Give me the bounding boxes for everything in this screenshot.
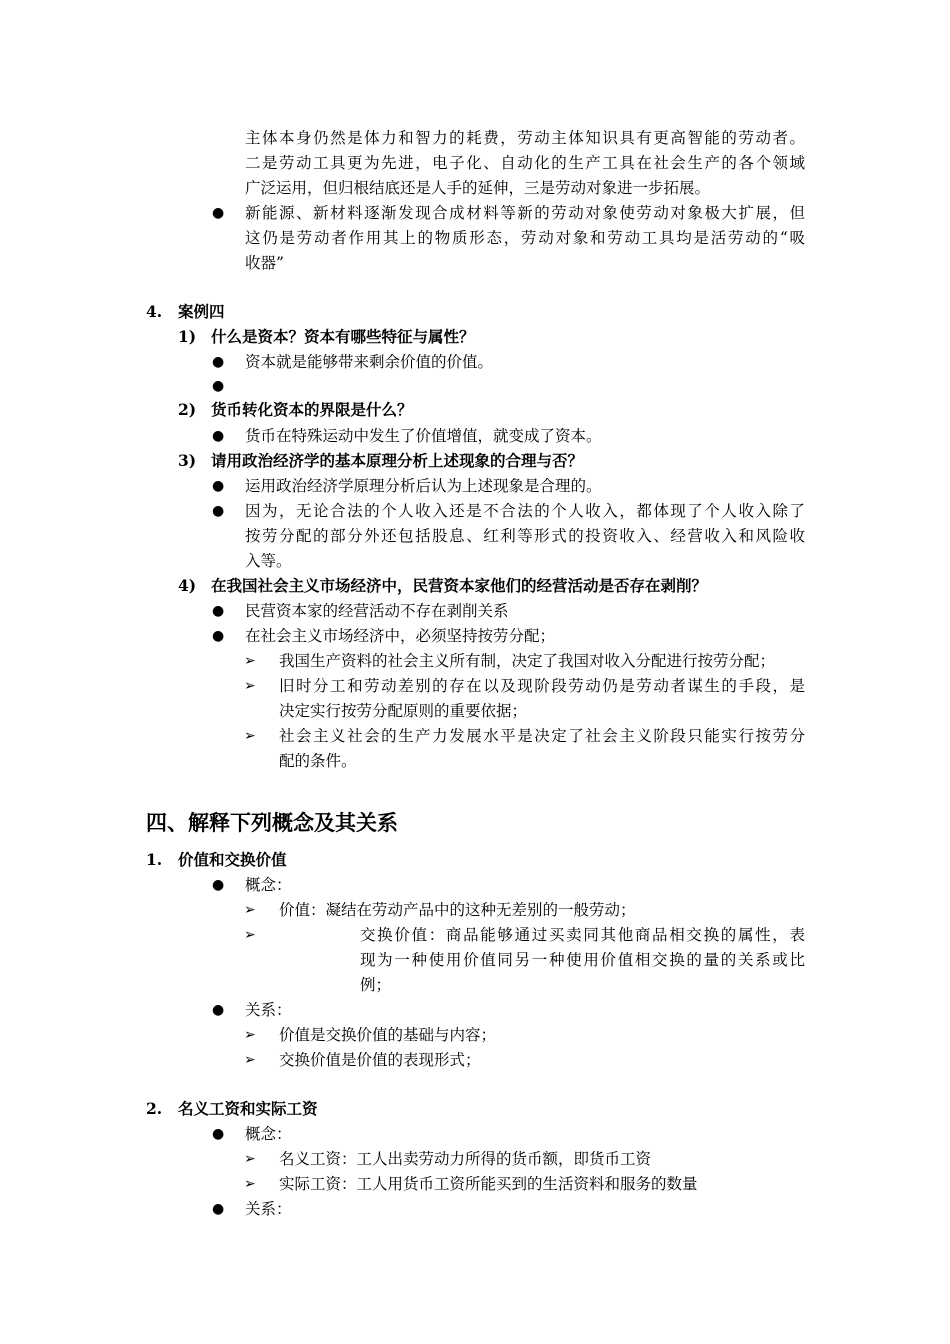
- paragraph-line: 主体本身仍然是体力和智力的耗费，劳动主体知识具有更高智能的劳动者。: [245, 129, 805, 147]
- sub-bullet-text: 名义工资：工人出卖劳动力所得的货币额，即货币工资: [279, 1150, 652, 1168]
- question-number: 4): [178, 576, 197, 595]
- arrow-bullet-icon: ➢: [244, 902, 256, 918]
- item-number: 2.: [146, 1099, 163, 1118]
- sub-bullet-text-line: 现为一种使用价值同另一种使用价值相交换的量的关系或比: [360, 951, 805, 969]
- item-number: 1.: [146, 850, 163, 869]
- item-title: 价值和交换价值: [178, 850, 287, 869]
- bullet-icon: ●: [212, 877, 225, 893]
- item-title: 名义工资和实际工资: [178, 1099, 318, 1118]
- case-number: 4.: [146, 302, 163, 321]
- arrow-bullet-icon: ➢: [244, 728, 256, 744]
- question-number: 3): [178, 451, 197, 470]
- bullet-icon: ●: [212, 354, 225, 370]
- bullet-icon: ●: [212, 428, 225, 444]
- section-heading: 四、解释下列概念及其关系: [146, 811, 398, 835]
- concept-label: 概念：: [245, 1125, 292, 1143]
- paragraph-line: 广泛运用，但归根结底还是人手的延伸，三是劳动对象进一步拓展。: [245, 179, 711, 197]
- bullet-text-line: 按劳分配的部分外还包括股息、红利等形式的投资收入、经营收入和风险收: [245, 527, 805, 545]
- bullet-text: 运用政治经济学原理分析后认为上述现象是合理的。: [245, 477, 602, 495]
- bullet-text-line: 收器”: [245, 254, 284, 272]
- bullet-icon: ●: [212, 478, 225, 494]
- sub-bullet-text-line: 旧时分工和劳动差别的存在以及现阶段劳动仍是劳动者谋生的手段，是: [279, 677, 805, 695]
- concept-label: 概念：: [245, 876, 292, 894]
- arrow-bullet-icon: ➢: [244, 653, 256, 669]
- sub-bullet-text-line: 社会主义社会的生产力发展水平是决定了社会主义阶段只能实行按劳分: [279, 727, 805, 745]
- bullet-text-line: 这仍是劳动者作用其上的物质形态，劳动对象和劳动工具均是活劳动的“吸: [245, 229, 805, 247]
- bullet-icon: ●: [212, 628, 225, 644]
- question-number: 2): [178, 400, 197, 419]
- sub-bullet-text: 交换价值是价值的表现形式；: [279, 1051, 481, 1069]
- bullet-icon: ●: [212, 1126, 225, 1142]
- bullet-icon: ●: [212, 205, 225, 221]
- arrow-bullet-icon: ➢: [244, 678, 256, 694]
- arrow-bullet-icon: ➢: [244, 1027, 256, 1043]
- relation-label: 关系：: [245, 1200, 292, 1218]
- arrow-bullet-icon: ➢: [244, 1151, 256, 1167]
- bullet-icon: ●: [212, 378, 225, 394]
- arrow-bullet-icon: ➢: [244, 927, 256, 943]
- bullet-icon: ●: [212, 1201, 225, 1217]
- bullet-icon: ●: [212, 1002, 225, 1018]
- bullet-icon: ●: [212, 503, 225, 519]
- question-text: 在我国社会主义市场经济中，民营资本家他们的经营活动是否存在剥削？: [211, 576, 708, 595]
- bullet-text: 资本就是能够带来剩余价值的价值。: [245, 353, 494, 371]
- question-number: 1): [178, 327, 197, 346]
- question-text: 什么是资本？资本有哪些特征与属性？: [211, 327, 475, 346]
- bullet-text-line: 因为，无论合法的个人收入还是不合法的个人收入，都体现了个人收入除了: [245, 502, 805, 520]
- sub-bullet-text: 价值是交换价值的基础与内容；: [279, 1026, 497, 1044]
- sub-bullet-text-line: 配的条件。: [279, 752, 357, 770]
- arrow-bullet-icon: ➢: [244, 1176, 256, 1192]
- relation-label: 关系：: [245, 1001, 292, 1019]
- bullet-text: 货币在特殊运动中发生了价值增值，就变成了资本。: [245, 427, 602, 445]
- question-text: 请用政治经济学的基本原理分析上述现象的合理与否？: [211, 451, 584, 470]
- bullet-text: 民营资本家的经营活动不存在剥削关系: [245, 602, 509, 620]
- sub-bullet-text-line: 例；: [360, 976, 392, 994]
- bullet-icon: ●: [212, 603, 225, 619]
- sub-bullet-text: 实际工资：工人用货币工资所能买到的生活资料和服务的数量: [279, 1175, 698, 1193]
- bullet-text: 在社会主义市场经济中，必须坚持按劳分配；: [245, 627, 556, 645]
- paragraph-line: 二是劳动工具更为先进，电子化、自动化的生产工具在社会生产的各个领域: [245, 154, 805, 172]
- bullet-text-line: 入等。: [245, 552, 292, 570]
- bullet-text-line: 新能源、新材料逐渐发现合成材料等新的劳动对象使劳动对象极大扩展，但: [245, 204, 805, 222]
- sub-bullet-text: 我国生产资料的社会主义所有制，决定了我国对收入分配进行按劳分配；: [279, 652, 776, 670]
- case-title: 案例四: [178, 302, 225, 321]
- question-text: 货币转化资本的界限是什么？: [211, 400, 413, 419]
- arrow-bullet-icon: ➢: [244, 1052, 256, 1068]
- sub-bullet-text: 价值：凝结在劳动产品中的这种无差别的一般劳动；: [279, 901, 636, 919]
- sub-bullet-text-line: 交换价值：商品能够通过买卖同其他商品相交换的属性，表: [360, 926, 805, 944]
- sub-bullet-text-line: 决定实行按劳分配原则的重要依据；: [279, 702, 528, 720]
